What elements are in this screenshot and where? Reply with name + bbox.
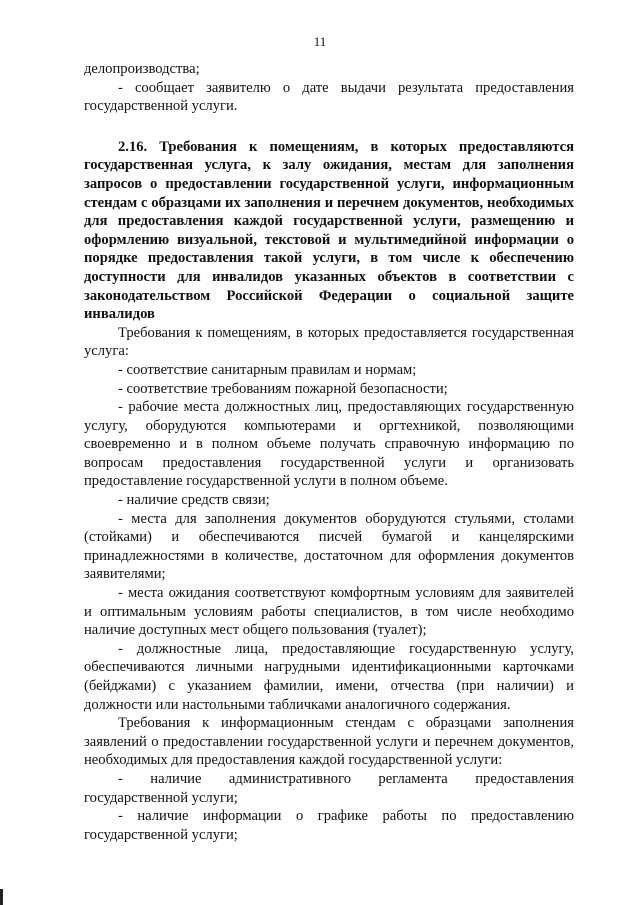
paragraph: - сообщает заявителю о дате выдачи результата предоставления государственной услуги.: [84, 79, 574, 115]
list-item: - места для заполнения документов оборудуются стульями, столами (стойками) и обеспечиваются писчей бумагой и канцелярскими принадлежностями в количестве, достаточном для оформления документов заявителями;: [84, 510, 574, 583]
list-item: - соответствие санитарным правилам и нормам;: [118, 361, 417, 378]
list-item: - должностные лица, предоставляющие государственную услугу, обеспечиваются личными нагрудными идентификационными карточками (бейджами) с указанием фамилии, имени, отчества (при наличии) и должности или настольными табличками аналогичного содержания.: [84, 640, 574, 713]
document-body: [84, 60, 574, 844]
page-number: 11: [313, 34, 327, 49]
paragraph: делопроизводства;: [84, 61, 200, 77]
list-item: - соответствие требованиям пожарной безопасности;: [118, 380, 448, 397]
list-item: - наличие административного регламента предоставления государственной услуги;: [84, 770, 574, 806]
list-item: - места ожидания соответствуют комфортным условиям для заявителей и оптимальным условиям работы специалистов, в том числе необходимо наличие доступных мест общего пользования (туалет);: [84, 585, 574, 639]
list-item: - рабочие места должностных лиц, предоставляющих государственную услугу, оборудуются компьютерами и оргтехникой, позволяющими своевременно и в полном объеме получать справочную информацию по вопросам предоставления государственной услуги и организовать предоставление государственной услуги в полном объеме.: [84, 399, 574, 490]
list-item: - наличие средств связи;: [118, 492, 270, 509]
list-item: - наличие информации о графике работы по предоставлению государственной услуги;: [84, 808, 574, 843]
section-heading: 2.16. Требования к помещениям, в которых предоставляются государственная услуга, к залу ожидания, местам для заполнения запросов о предоставлении государственной услуги, информационным стендам с образцами их заполнения и перечнем документов, необходимых для предоставления каждой государственной услуги, размещению и оформлению визуальной, текстовой и мультимедийной информации о порядке предоставления такой услуги, в том числе к обеспечению доступности для инвалидов указанных объектов в соответствии с законодательством Российской Федерации о социальной защите инвалидов: [84, 138, 574, 323]
paragraph: Требования к информационным стендам с образцами заполнения заявлений о предоставлении государственной услуги и перечнем документов, необходимых для предоставления каждой государственной услуги:: [84, 715, 574, 769]
paragraph: Требования к помещениям, в которых предоставляется государственная услуга:: [84, 324, 574, 360]
scan-edge-mark: [0, 889, 3, 905]
